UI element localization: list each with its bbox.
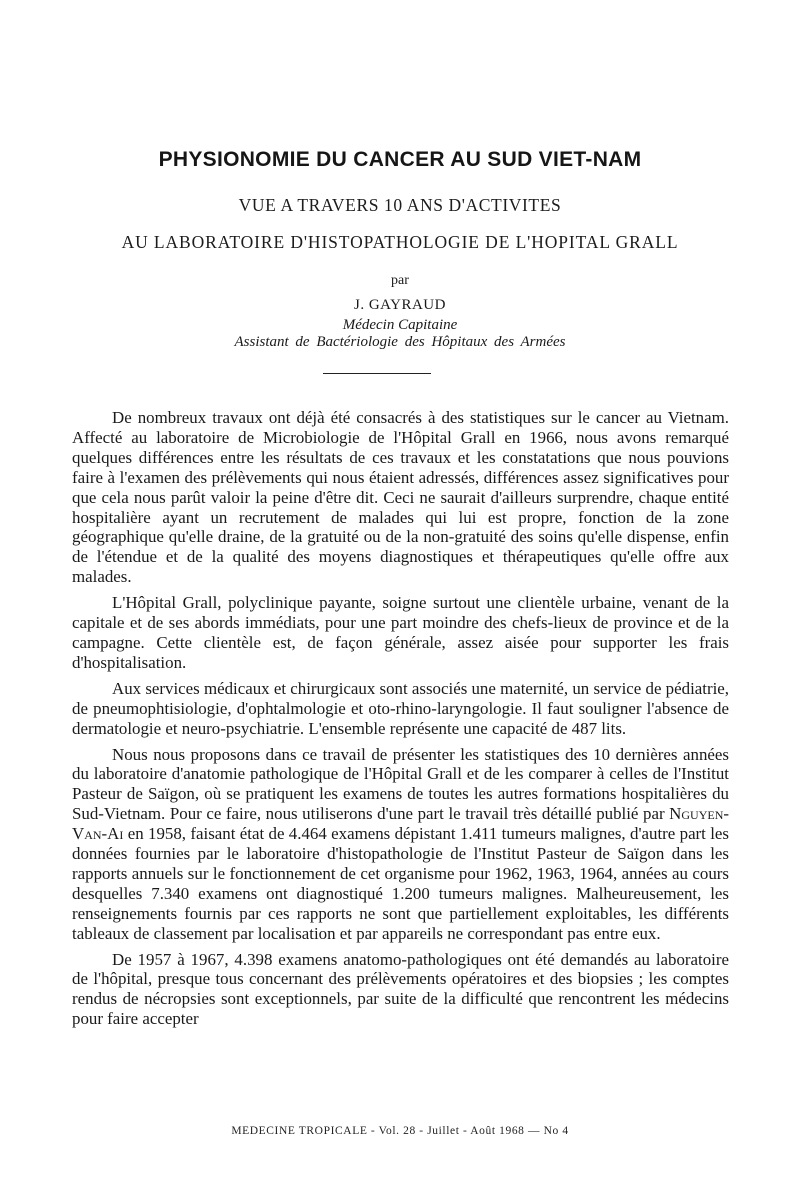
separator-rule <box>323 373 431 374</box>
paragraph-4-part-b: en 1958, faisant état de 4.464 examens dépistant 1.411 tumeurs malignes, d'autre part les données fournies par le laboratoire d'histopathologie de l'Institut Pasteur de Saïgon dans les rapports annuels sur le fonctionnement de cet organisme pour 1962, 1963, 1964, années au cours desquelles 7.340 examens ont diagnostiqué 1.200 tumeurs malignes. Malheureusement, les renseignements fournis par ces rapports ne sont que partiellement exploitables, les différents tableaux de classement par localisation et par appareils ne correspondant pas entre eux. <box>72 824 729 943</box>
author-affiliation: Assistant de Bactériologie des Hôpitaux des Armées <box>234 334 566 350</box>
journal-footer: MEDECINE TROPICALE - Vol. 28 - Juillet - Août 1968 — No 4 <box>231 1125 569 1137</box>
author-name: J. GAYRAUD <box>354 297 446 313</box>
paragraph-4 <box>72 745 729 944</box>
cited-author-name: Nguyen-Van-Ai <box>72 804 729 844</box>
paragraph-2: L'Hôpital Grall, polyclinique payante, soigne surtout une clientèle urbaine, venant de la capitale et de ses abords immédiats, pour une part moindre des chefs-lieux de province et de la campagne. Cette clientèle est, de façon générale, assez aisée pour supporter les frais d'hospitalisation. <box>72 593 729 672</box>
article-subtitle-line1: VUE A TRAVERS 10 ANS D'ACTIVITES <box>238 195 562 215</box>
paragraph-5: De 1957 à 1967, 4.398 examens anatomo-pathologiques ont été demandés au laboratoire de l'hôpital, presque tous concernant des prélèvements opératoires et des biopsies ; les comptes rendus de nécropsies sont exceptionnels, par suite de la difficulté que rencontrent les médecins pour faire accepter <box>72 949 729 1029</box>
article-title: PHYSIONOMIE DU CANCER AU SUD VIET-NAM <box>158 148 642 171</box>
article-subtitle-line2: AU LABORATOIRE D'HISTOPATHOLOGIE DE L'HOPITAL GRALL <box>121 232 679 252</box>
article-body <box>72 408 729 1035</box>
paragraph-1: De nombreux travaux ont déjà été consacrés à des statistiques sur le cancer au Vietnam. Affecté au laboratoire de Microbiologie de l'Hôpital Grall en 1966, nous avons remarqué quelques différences entre les résultats de ces travaux et les constatations que nous pouvions faire à l'examen des prélèvements qui nous étaient adressés, différences assez significatives pour que cela nous parût valoir la peine d'être dit. Ceci ne saurait d'ailleurs surprendre, chaque entité hospitalière ayant un recrutement de malades qui lui est propre, fonction de la zone géographique qu'elle draine, de la gratuité ou de la non-gratuité des soins qu'elle dispense, enfin de l'étendue et de la qualité des moyens diagnostiques et thérapeutiques qu'elle offre aux malades. <box>72 408 729 587</box>
author-rank: Médecin Capitaine <box>342 317 458 333</box>
paragraph-3: Aux services médicaux et chirurgicaux sont associés une maternité, un service de pédiatrie, de pneumophtisiologie, d'ophtalmologie et oto-rhino-laryngologie. Il faut souligner l'absence de dermatologie et neuro-psychiatrie. L'ensemble représente une capacité de 487 lits. <box>72 678 729 738</box>
paragraph-4-part-a: Nous nous proposons dans ce travail de présenter les statistiques des 10 dernières années du laboratoire d'anatomie pathologique de l'Hôpital Grall et de les comparer à celles de l'Institut Pasteur de Saïgon, où se pratiquent les examens de toutes les autres formations hospitalières du Sud-Vietnam. Pour ce faire, nous utiliserons d'une part le travail très détaillé publié par <box>72 744 729 824</box>
byline-par: par <box>391 273 409 288</box>
